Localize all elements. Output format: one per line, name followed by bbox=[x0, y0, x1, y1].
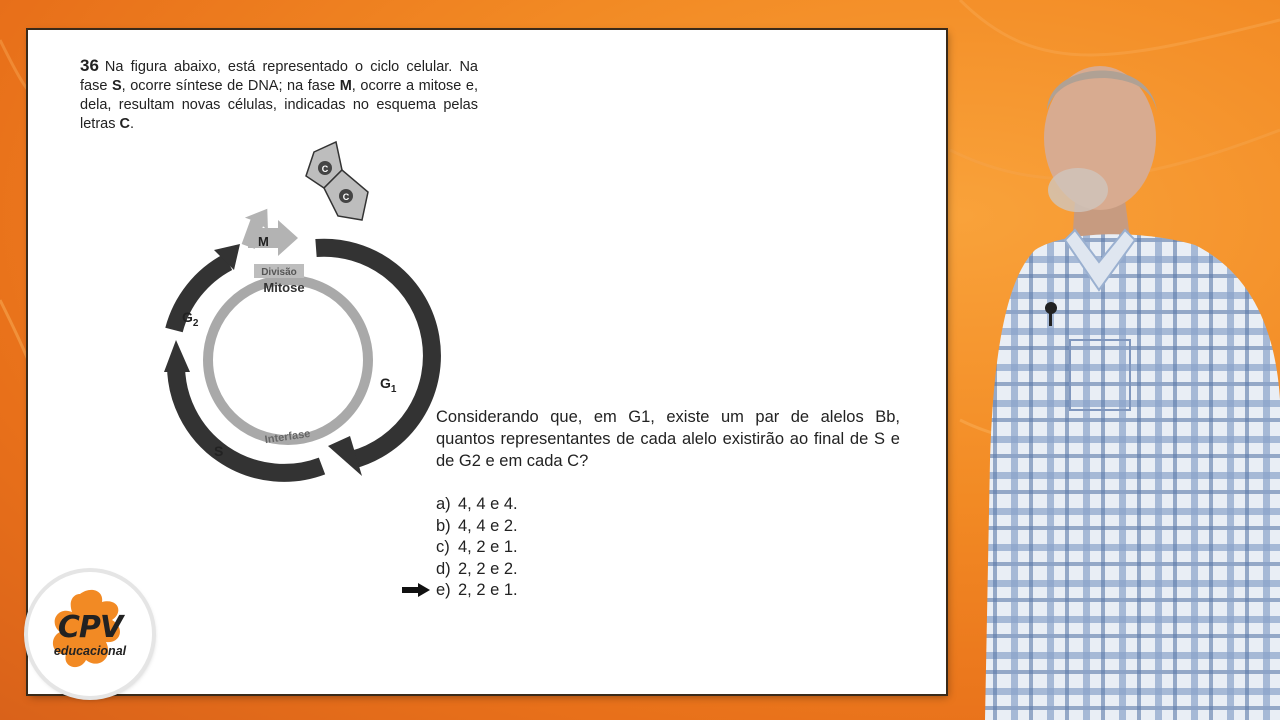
g1-label: $G_1$ bbox=[380, 375, 397, 395]
presenter-figure bbox=[975, 40, 1280, 720]
cell-cycle-diagram bbox=[148, 140, 448, 490]
option-letter: d) bbox=[436, 559, 451, 578]
question-intro-2: , ocorre síntese de DNA; na fase bbox=[121, 78, 340, 94]
g2-label: $G_2$ bbox=[182, 309, 199, 329]
question-intro-4: . bbox=[129, 116, 135, 132]
letter-c-label: C bbox=[119, 116, 130, 132]
phase-m-label: M bbox=[339, 78, 352, 94]
interphase-ring bbox=[208, 280, 368, 440]
option-text: 4, 4 e 2. bbox=[458, 516, 518, 535]
option-text: 4, 2 e 1. bbox=[458, 538, 518, 556]
question-intro-1: Na figura abaixo, está representado o ciclo celular. Na fase bbox=[80, 59, 478, 94]
option-c[interactable] bbox=[436, 537, 636, 559]
s-arrowhead bbox=[164, 340, 190, 372]
phase-s-label: S bbox=[111, 78, 122, 94]
question-number: 36 bbox=[80, 56, 99, 75]
option-a[interactable] bbox=[436, 494, 636, 516]
interfase-label: Interfase bbox=[264, 427, 312, 447]
cell-c-label-2: C bbox=[342, 192, 350, 202]
option-text: 2, 2 e 1. bbox=[458, 581, 518, 599]
option-text: 4, 4 e 4. bbox=[458, 495, 518, 513]
option-letter: a) bbox=[436, 495, 451, 513]
option-text: 2, 2 e 2. bbox=[458, 559, 518, 578]
logo-subtitle: educacional bbox=[53, 644, 127, 658]
question-statement bbox=[80, 56, 478, 134]
logo-cpv-text: CPV bbox=[57, 610, 123, 645]
cpv-logo bbox=[28, 572, 152, 696]
arrow-right-icon bbox=[402, 583, 430, 597]
question-slide bbox=[28, 30, 946, 694]
answer-options bbox=[436, 494, 636, 602]
m-label: M bbox=[258, 234, 269, 249]
option-e[interactable] bbox=[436, 580, 636, 602]
divisao-label: Divisão bbox=[261, 267, 297, 278]
s-label: S bbox=[214, 443, 224, 459]
option-letter: b) bbox=[436, 516, 451, 535]
option-letter: c) bbox=[436, 538, 450, 556]
s-arc bbox=[176, 366, 322, 473]
option-d[interactable] bbox=[436, 559, 636, 581]
question-body: Considerando que, em G1, existe um par de alelos Bb, quantos representantes de cada alelo existirão ao final de S e de G2 e em cada C? bbox=[436, 408, 900, 470]
question-intro-3: , ocorre a mitose e, dela, resultam novas células, indicadas no esquema pelas letras bbox=[80, 78, 479, 132]
option-letter: e) bbox=[436, 581, 451, 599]
mitose-label: Mitose bbox=[263, 280, 305, 295]
cell-c-label-1: C bbox=[321, 164, 329, 174]
option-b[interactable] bbox=[436, 516, 636, 538]
